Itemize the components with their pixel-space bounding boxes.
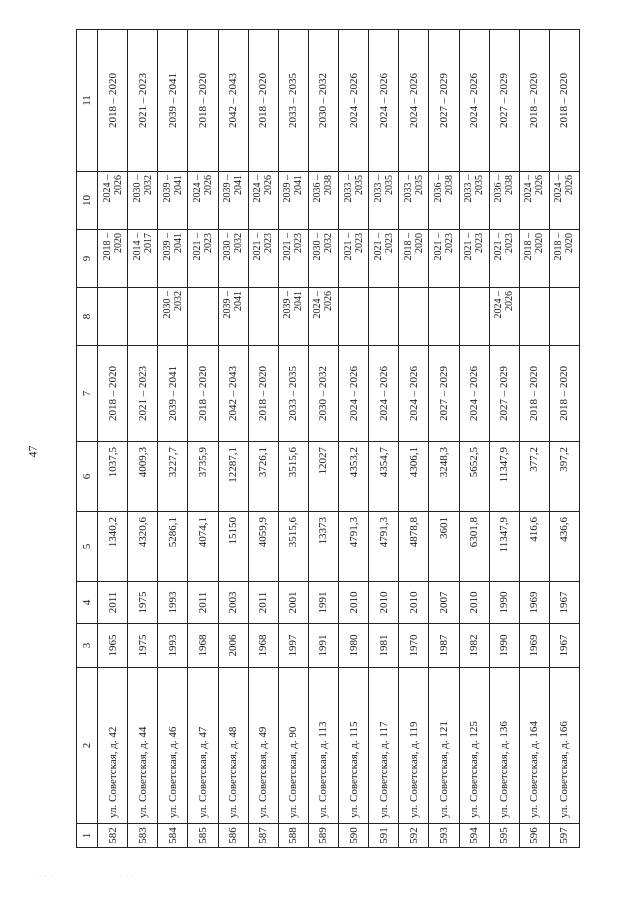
address-cell: ул. Советская, д. 121 <box>429 668 459 824</box>
year-renovated-cell: 2010 <box>339 582 369 624</box>
period-end: 2041 <box>233 291 245 311</box>
row-number-cell: 595 <box>489 824 519 848</box>
total-area-cell: 6301,8 <box>459 512 489 582</box>
column-header: 3 <box>77 624 98 668</box>
total-area-cell: 436,6 <box>549 512 579 582</box>
planned-period-cell: 2027 – 2029 <box>489 30 519 172</box>
period-start: 2021 – <box>191 233 203 261</box>
total-area-cell: 3515,6 <box>278 512 308 582</box>
work-period-cell <box>429 288 459 346</box>
period-end: 2038 <box>504 175 516 195</box>
year-renovated-cell: 2011 <box>98 582 128 624</box>
column-header: 5 <box>77 512 98 582</box>
work-period-cell <box>308 230 338 288</box>
address-cell: ул. Советская, д. 136 <box>489 668 519 824</box>
table-row <box>489 30 519 848</box>
period-start: 2039 – <box>282 175 294 203</box>
row-number-cell: 597 <box>549 824 579 848</box>
period-end: 2023 <box>504 233 516 253</box>
work-period-cell <box>308 288 338 346</box>
period-start: 2030 – <box>161 291 173 319</box>
year-renovated-cell: 2007 <box>429 582 459 624</box>
period-end: 2020 <box>112 233 124 253</box>
period-start: 2039 – <box>222 291 234 319</box>
table-row <box>308 30 338 848</box>
table-row <box>429 30 459 848</box>
work-period-cell <box>98 172 128 230</box>
period-end: 2026 <box>504 291 516 311</box>
work-period-cell <box>248 230 278 288</box>
period-cell: 2021 – 2023 <box>128 346 158 442</box>
planned-period-cell: 2024 – 2026 <box>459 30 489 172</box>
period-start: 2036 – <box>312 175 324 203</box>
work-period-cell <box>158 230 188 288</box>
row-number-cell: 596 <box>519 824 549 848</box>
period-end: 2035 <box>413 175 425 195</box>
living-area-cell: 3735,9 <box>188 442 218 512</box>
work-period-cell <box>399 288 429 346</box>
work-period-cell <box>128 172 158 230</box>
work-period-cell <box>399 172 429 230</box>
period-start: 2036 – <box>432 175 444 203</box>
period-start: 2021 – <box>282 233 294 261</box>
period-end: 2026 <box>112 175 124 195</box>
year-built-cell: 1968 <box>188 624 218 668</box>
table-container <box>76 30 580 848</box>
table-row <box>339 30 369 848</box>
period-end: 2023 <box>443 233 455 253</box>
total-area-cell: 4074,1 <box>188 512 218 582</box>
period-end: 2035 <box>353 175 365 195</box>
period-start: 2030 – <box>312 233 324 261</box>
planned-period-cell: 2024 – 2026 <box>369 30 399 172</box>
period-start: 2039 – <box>161 175 173 203</box>
period-start: 2021 – <box>252 233 264 261</box>
period-end: 2041 <box>293 175 305 195</box>
work-period-cell <box>549 172 579 230</box>
work-period-cell <box>248 172 278 230</box>
address-cell: ул. Советская, д. 90 <box>278 668 308 824</box>
living-area-cell: 3726,1 <box>248 442 278 512</box>
year-renovated-cell: 1967 <box>549 582 579 624</box>
total-area-cell: 11347,9 <box>489 512 519 582</box>
period-end: 2020 <box>534 233 546 253</box>
period-start: 2018 – <box>101 233 113 261</box>
period-cell: 2042 – 2043 <box>218 346 248 442</box>
row-number-cell: 584 <box>158 824 188 848</box>
year-renovated-cell: 2003 <box>218 582 248 624</box>
living-area-cell: 3248,3 <box>429 442 459 512</box>
period-start: 2014 – <box>131 233 143 261</box>
planned-period-cell: 2024 – 2026 <box>399 30 429 172</box>
work-period-cell <box>278 230 308 288</box>
work-period-cell <box>218 288 248 346</box>
address-cell: ул. Советская, д. 164 <box>519 668 549 824</box>
work-period-cell <box>339 230 369 288</box>
living-area-cell: 4306,1 <box>399 442 429 512</box>
work-period-cell <box>369 230 399 288</box>
work-period-cell <box>369 172 399 230</box>
address-cell: ул. Советская, д. 44 <box>128 668 158 824</box>
work-period-cell <box>158 172 188 230</box>
total-area-cell: 416,6 <box>519 512 549 582</box>
table-row <box>369 30 399 848</box>
period-end: 2026 <box>263 175 275 195</box>
table-row <box>188 30 218 848</box>
work-period-cell <box>519 230 549 288</box>
year-built-cell: 1997 <box>278 624 308 668</box>
work-period-cell <box>278 288 308 346</box>
planned-period-cell: 2042 – 2043 <box>218 30 248 172</box>
living-area-cell: 12287,1 <box>218 442 248 512</box>
period-end: 2032 <box>233 233 245 253</box>
year-renovated-cell: 1990 <box>489 582 519 624</box>
period-start: 2024 – <box>101 175 113 203</box>
address-cell: ул. Советская, д. 46 <box>158 668 188 824</box>
work-period-cell <box>429 172 459 230</box>
work-period-cell <box>519 288 549 346</box>
year-renovated-cell: 1991 <box>308 582 338 624</box>
period-end: 2038 <box>443 175 455 195</box>
planned-period-cell: 2018 – 2020 <box>519 30 549 172</box>
row-number-cell: 591 <box>369 824 399 848</box>
work-period-cell <box>188 230 218 288</box>
period-start: 2030 – <box>131 175 143 203</box>
row-number-cell: 588 <box>278 824 308 848</box>
planned-period-cell: 2021 – 2023 <box>128 30 158 172</box>
planned-period-cell: 2018 – 2020 <box>248 30 278 172</box>
period-end: 2032 <box>323 233 335 253</box>
living-area-cell: 12027 <box>308 442 338 512</box>
period-end: 2023 <box>293 233 305 253</box>
period-end: 2023 <box>202 233 214 253</box>
address-cell: ул. Советская, д. 42 <box>98 668 128 824</box>
period-start: 2024 – <box>493 291 505 319</box>
period-cell: 2033 – 2035 <box>278 346 308 442</box>
period-end: 2041 <box>293 291 305 311</box>
table-row <box>549 30 579 848</box>
living-area-cell: 377,2 <box>519 442 549 512</box>
planned-period-cell: 2033 – 2035 <box>278 30 308 172</box>
period-start: 2024 – <box>312 291 324 319</box>
work-period-cell <box>339 172 369 230</box>
period-start: 2030 – <box>222 233 234 261</box>
period-end: 2041 <box>172 233 184 253</box>
period-start: 2018 – <box>523 233 535 261</box>
work-period-cell <box>128 288 158 346</box>
planned-period-cell: 2018 – 2020 <box>188 30 218 172</box>
planned-period-cell: 2030 – 2032 <box>308 30 338 172</box>
planned-period-cell: 2024 – 2026 <box>339 30 369 172</box>
period-start: 2033 – <box>463 175 475 203</box>
address-cell: ул. Советская, д. 166 <box>549 668 579 824</box>
table-row <box>459 30 489 848</box>
living-area-cell: 5652,5 <box>459 442 489 512</box>
address-cell: ул. Советская, д. 113 <box>308 668 338 824</box>
work-period-cell <box>549 230 579 288</box>
table-row <box>278 30 308 848</box>
column-header: 11 <box>77 30 98 172</box>
year-built-cell: 1975 <box>128 624 158 668</box>
period-start: 2021 – <box>493 233 505 261</box>
period-start: 2039 – <box>282 291 294 319</box>
period-end: 2026 <box>323 291 335 311</box>
period-cell: 2018 – 2020 <box>248 346 278 442</box>
period-end: 2023 <box>474 233 486 253</box>
work-period-cell <box>399 230 429 288</box>
period-end: 2020 <box>413 233 425 253</box>
work-period-cell <box>429 230 459 288</box>
period-cell: 2027 – 2029 <box>429 346 459 442</box>
year-renovated-cell: 1975 <box>128 582 158 624</box>
row-number-cell: 594 <box>459 824 489 848</box>
column-header: 6 <box>77 442 98 512</box>
total-area-cell: 5286,1 <box>158 512 188 582</box>
year-built-cell: 2006 <box>218 624 248 668</box>
year-built-cell: 1981 <box>369 624 399 668</box>
work-period-cell <box>158 288 188 346</box>
period-end: 2041 <box>233 175 245 195</box>
table-row <box>98 30 128 848</box>
period-start: 2039 – <box>222 175 234 203</box>
living-area-cell: 11347,9 <box>489 442 519 512</box>
year-built-cell: 1987 <box>429 624 459 668</box>
work-period-cell <box>489 172 519 230</box>
row-number-cell: 592 <box>399 824 429 848</box>
row-number-cell: 586 <box>218 824 248 848</box>
living-area-cell: 3515,6 <box>278 442 308 512</box>
repair-schedule-table <box>76 29 580 848</box>
work-period-cell <box>459 230 489 288</box>
total-area-cell: 4878,8 <box>399 512 429 582</box>
column-header: 8 <box>77 288 98 346</box>
column-header: 4 <box>77 582 98 624</box>
address-cell: ул. Советская, д. 115 <box>339 668 369 824</box>
period-cell: 2024 – 2026 <box>369 346 399 442</box>
year-built-cell: 1965 <box>98 624 128 668</box>
year-built-cell: 1982 <box>459 624 489 668</box>
period-cell: 2024 – 2026 <box>399 346 429 442</box>
column-header: 9 <box>77 230 98 288</box>
period-cell: 2018 – 2020 <box>519 346 549 442</box>
total-area-cell: 3601 <box>429 512 459 582</box>
table-row <box>218 30 248 848</box>
period-start: 2024 – <box>191 175 203 203</box>
row-number-cell: 583 <box>128 824 158 848</box>
period-start: 2021 – <box>372 233 384 261</box>
period-end: 2020 <box>564 233 576 253</box>
total-area-cell: 4791,3 <box>339 512 369 582</box>
year-renovated-cell: 2010 <box>369 582 399 624</box>
year-built-cell: 1990 <box>489 624 519 668</box>
total-area-cell: 1340,2 <box>98 512 128 582</box>
period-cell: 2024 – 2026 <box>339 346 369 442</box>
column-header: 1 <box>77 824 98 848</box>
planned-period-cell: 2018 – 2020 <box>98 30 128 172</box>
work-period-cell <box>248 288 278 346</box>
period-end: 2032 <box>172 291 184 311</box>
page-number: 47 <box>25 445 40 458</box>
period-end: 2026 <box>534 175 546 195</box>
period-start: 2024 – <box>553 175 565 203</box>
row-number-cell: 582 <box>98 824 128 848</box>
table-row <box>399 30 429 848</box>
period-start: 2021 – <box>463 233 475 261</box>
period-end: 2035 <box>474 175 486 195</box>
address-cell: ул. Советская, д. 49 <box>248 668 278 824</box>
period-cell: 2018 – 2020 <box>188 346 218 442</box>
period-end: 2017 <box>142 233 154 253</box>
living-area-cell: 1037,5 <box>98 442 128 512</box>
work-period-cell <box>98 288 128 346</box>
year-built-cell: 1968 <box>248 624 278 668</box>
period-start: 2039 – <box>161 233 173 261</box>
period-start: 2033 – <box>342 175 354 203</box>
work-period-cell <box>98 230 128 288</box>
address-cell: ул. Советская, д. 48 <box>218 668 248 824</box>
period-cell: 2039 – 2041 <box>158 346 188 442</box>
period-end: 2023 <box>353 233 365 253</box>
living-area-cell: 3227,7 <box>158 442 188 512</box>
header-row <box>77 30 98 848</box>
period-end: 2035 <box>383 175 395 195</box>
year-built-cell: 1967 <box>549 624 579 668</box>
year-built-cell: 1993 <box>158 624 188 668</box>
row-number-cell: 589 <box>308 824 338 848</box>
year-built-cell: 1980 <box>339 624 369 668</box>
period-start: 2018 – <box>553 233 565 261</box>
period-start: 2033 – <box>402 175 414 203</box>
table-row <box>248 30 278 848</box>
period-end: 2026 <box>202 175 214 195</box>
year-renovated-cell: 2010 <box>399 582 429 624</box>
period-cell: 2018 – 2020 <box>549 346 579 442</box>
scan-artifact-left: · · · · <box>34 874 54 880</box>
address-cell: ул. Советская, д. 125 <box>459 668 489 824</box>
scan-artifact-right: · · · <box>120 874 134 880</box>
total-area-cell: 15150 <box>218 512 248 582</box>
year-renovated-cell: 2010 <box>459 582 489 624</box>
total-area-cell: 4320,6 <box>128 512 158 582</box>
planned-period-cell: 2039 – 2041 <box>158 30 188 172</box>
period-start: 2024 – <box>523 175 535 203</box>
row-number-cell: 587 <box>248 824 278 848</box>
period-end: 2032 <box>142 175 154 195</box>
work-period-cell <box>218 172 248 230</box>
work-period-cell <box>278 172 308 230</box>
work-period-cell <box>489 230 519 288</box>
work-period-cell <box>549 288 579 346</box>
column-header: 10 <box>77 172 98 230</box>
total-area-cell: 13373 <box>308 512 338 582</box>
period-end: 2038 <box>323 175 335 195</box>
column-header: 7 <box>77 346 98 442</box>
row-number-cell: 593 <box>429 824 459 848</box>
period-cell: 2027 – 2029 <box>489 346 519 442</box>
year-built-cell: 1969 <box>519 624 549 668</box>
year-renovated-cell: 2001 <box>278 582 308 624</box>
year-built-cell: 1970 <box>399 624 429 668</box>
work-period-cell <box>519 172 549 230</box>
period-start: 2018 – <box>402 233 414 261</box>
work-period-cell <box>459 288 489 346</box>
column-header: 2 <box>77 668 98 824</box>
living-area-cell: 4353,2 <box>339 442 369 512</box>
period-start: 2024 – <box>252 175 264 203</box>
address-cell: ул. Советская, д. 47 <box>188 668 218 824</box>
work-period-cell <box>339 288 369 346</box>
living-area-cell: 397,2 <box>549 442 579 512</box>
period-cell: 2030 – 2032 <box>308 346 338 442</box>
table-row <box>519 30 549 848</box>
period-end: 2023 <box>383 233 395 253</box>
living-area-cell: 4009,3 <box>128 442 158 512</box>
period-start: 2021 – <box>342 233 354 261</box>
work-period-cell <box>459 172 489 230</box>
work-period-cell <box>489 288 519 346</box>
work-period-cell <box>188 288 218 346</box>
work-period-cell <box>308 172 338 230</box>
year-renovated-cell: 1993 <box>158 582 188 624</box>
living-area-cell: 4354,7 <box>369 442 399 512</box>
period-cell: 2024 – 2026 <box>459 346 489 442</box>
period-end: 2026 <box>564 175 576 195</box>
table-row <box>128 30 158 848</box>
period-start: 2033 – <box>372 175 384 203</box>
planned-period-cell: 2018 – 2020 <box>549 30 579 172</box>
address-cell: ул. Советская, д. 117 <box>369 668 399 824</box>
period-cell: 2018 – 2020 <box>98 346 128 442</box>
planned-period-cell: 2027 – 2029 <box>429 30 459 172</box>
total-area-cell: 4059,9 <box>248 512 278 582</box>
year-renovated-cell: 1969 <box>519 582 549 624</box>
row-number-cell: 585 <box>188 824 218 848</box>
table-row <box>158 30 188 848</box>
work-period-cell <box>188 172 218 230</box>
address-cell: ул. Советская, д. 119 <box>399 668 429 824</box>
year-renovated-cell: 2011 <box>188 582 218 624</box>
work-period-cell <box>369 288 399 346</box>
year-built-cell: 1991 <box>308 624 338 668</box>
work-period-cell <box>218 230 248 288</box>
year-renovated-cell: 2011 <box>248 582 278 624</box>
period-start: 2021 – <box>432 233 444 261</box>
row-number-cell: 590 <box>339 824 369 848</box>
total-area-cell: 4791,3 <box>369 512 399 582</box>
period-end: 2023 <box>263 233 275 253</box>
period-end: 2041 <box>172 175 184 195</box>
work-period-cell <box>128 230 158 288</box>
period-start: 2036 – <box>493 175 505 203</box>
